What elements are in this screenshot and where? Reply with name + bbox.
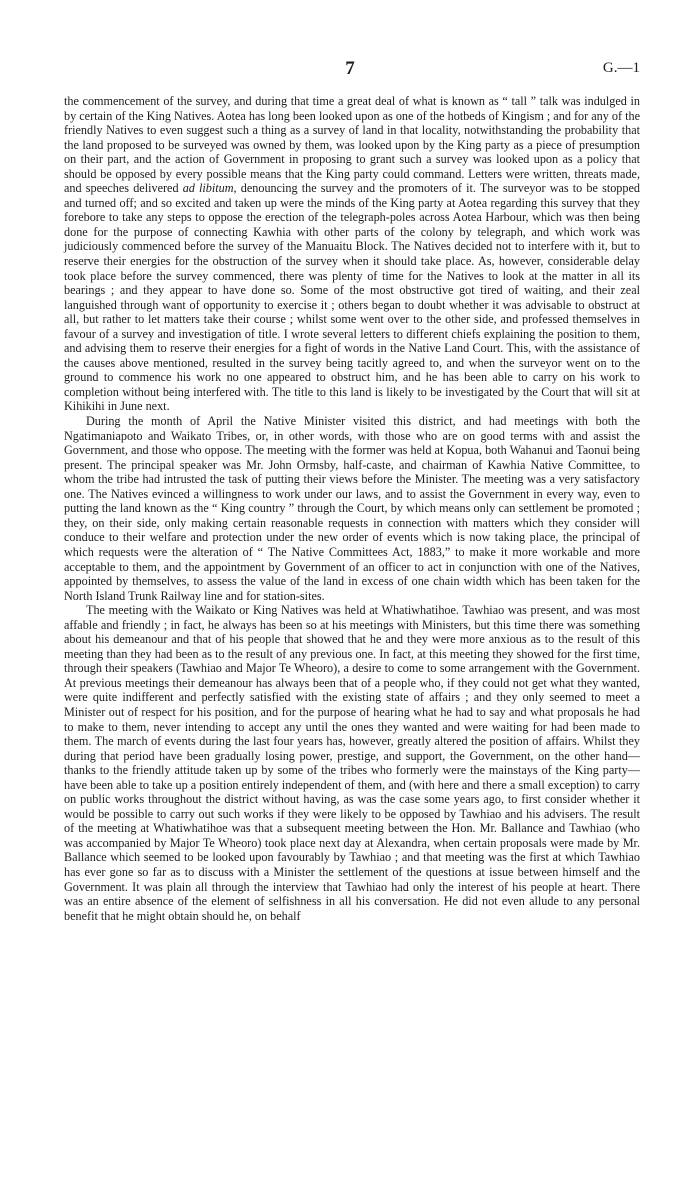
paragraph-text: denouncing the survey and the promoters of it. The surveyor was to be stopped and turned off; and so excited and taken up were the minds of the King party at Aotea regarding this survey that they forebore to take any steps to oppose the erection of the telegraph-poles across Aotea Harbour, which was then being done for the purpose of connecting Kawhia with other parts of the colony by telegraph, and which work was judiciously commenced before the survey of the Manuaitu Block. The Natives decided not to interfere with it, but to reserve their energies for the obstruction of the survey when it should take place. As, however, considerable delay took place before the survey commenced, there was plenty of time for the Natives to look at the matter in all its bearings ; and they appear to have done so. Some of the most obstructive got tired of waiting, and their zeal languished through want of opportunity to exercise it ; others began to doubt whether it was advisable to obstruct at all, but rather to let matters take their course ; whilst some went over to the other side, and professed themselves in favour of a survey and investigation of title. I wrote several letters to different chiefs explaining the position to them, and advising them to reserve their energies for a fight of words in the Native Land Court. This, with the assistance of the causes above mentioned, resulted in the survey being tacitly agreed to, and when the surveyor went on to the ground to commence his work no one appeared to obstruct him, and he has been able to carry on his work to completion without being interfered with. The title to this land is likely to be investigated by the Court that will sit at Kihikihi in June next. bbox=[64, 181, 640, 414]
page-number: 7 bbox=[345, 58, 355, 79]
paragraph: During the month of April the Native Minister visited this district, and had meetings with both the Ngatimaniapoto and Waikato Tribes, or, in other words, with those who are on good terms with and assist the Government, and those who oppose. The meeting with the former was held at Kopua, both Wahanui and Taonui being present. The principal speaker was Mr. John Ormsby, half-caste, and chairman of Kawhia Native Committee, to whom the tribe had intrusted the task of putting their views before the Minister. The meeting was a very satisfactory one. The Natives evinced a willingness to work under our laws, and to assist the Government in every way, even to putting the land known as the “ King country ” through the Court, by which means only can settlement be promoted ; they, on their side, only making certain reasonable requests in connection with matters which they consider will conduce to their welfare and protection under the new order of events which is now taking place, the principal of which requests were the alteration of “ The Native Committees Act, 1883,” to make it more workable and more acceptable to them, and the appointment by Government of an officer to act in conjunction with one of the Natives, appointed by themselves, to assess the value of the land in excess of one chain width which has been taken for the North Island Trunk Railway line and for station-sites. bbox=[64, 414, 640, 603]
body-text bbox=[64, 94, 640, 923]
paragraph: The meeting with the Waikato or King Natives was held at Whatiwhatihoe. Tawhiao was present, and was most affable and friendly ; in fact, he always has been so at his meetings with Ministers, but this time there was something about his demeanour and that of his people that showed that he and they were more anxious as to the result of this meeting than they had been as to the result of any previous one. In fact, at this meeting they showed for the first time, through their speakers (Tawhiao and Major Te Wheoro), a desire to come to some arrangement with the Government. At previous meetings their demeanour has always been that of a people who, if they could not get what they wanted, were quite indifferent and perfectly satisfied with the existing state of affairs ; and they only seemed to meet a Minister out of respect for his position, and for the purpose of hearing what he had to say and what proposals he had to make to them, never intending to accept any until the ones they wanted and were waiting for had been made to them. The march of events during the last four years has, however, greatly altered the position of affairs. Whilst they during that period have been gradually losing power, prestige, and support, the Government, on the other hand—thanks to the friendly attitude taken up by some of the tribes who formerly were the mainstays of the King party—have been able to take up a position entirely independent of them, and (with here and there a small exception) to carry on public works throughout the district without having, as was the case some years ago, to first consider whether it would be possible to carry out such works if they were likely to be opposed by Tawhiao and his advisers. The result of the meeting at Whatiwhatihoe was that a subsequent meeting between the Hon. Mr. Ballance and Tawhiao (who was accompanied by Major Te Wheoro) took place next day at Alexandra, when certain proposals were made by Mr. Ballance which seemed to be looked upon favourably by Tawhiao ; and that meeting was the first at which Tawhiao has ever gone so far as to discuss with a Minister the settlement of the questions at issue between himself and the Government. It was plain all through the interview that Tawhiao had only the interest of his people at heart. There was an entire absence of the element of selfishness in all his conversation. He did not even allude to any personal benefit that he might obtain should he, on behalf bbox=[64, 603, 640, 923]
document-reference: G.—1 bbox=[602, 60, 640, 76]
paragraph-text: the commencement of the survey, and during that time a great deal of what is known as “ tall ” talk was indulged in by certain of the King Natives. Aotea has long been looked upon as one of the hotbeds of Kingism ; and for any of the friendly Natives to even suggest such a thing as a survey of land in that locality, notwithstanding the probability that the land proposed to be surveyed was owned by them, was looked upon by the King party as a piece of presumption on their part, and the action of Government in proposing to grant such a survey was looked upon as a policy that should be opposed by every possible means that the King party could command. Letters were written, threats made, and speeches delivered bbox=[64, 94, 640, 196]
italic-phrase: ad libitum, bbox=[182, 181, 237, 196]
paragraph bbox=[64, 94, 640, 414]
page-header bbox=[60, 58, 640, 82]
